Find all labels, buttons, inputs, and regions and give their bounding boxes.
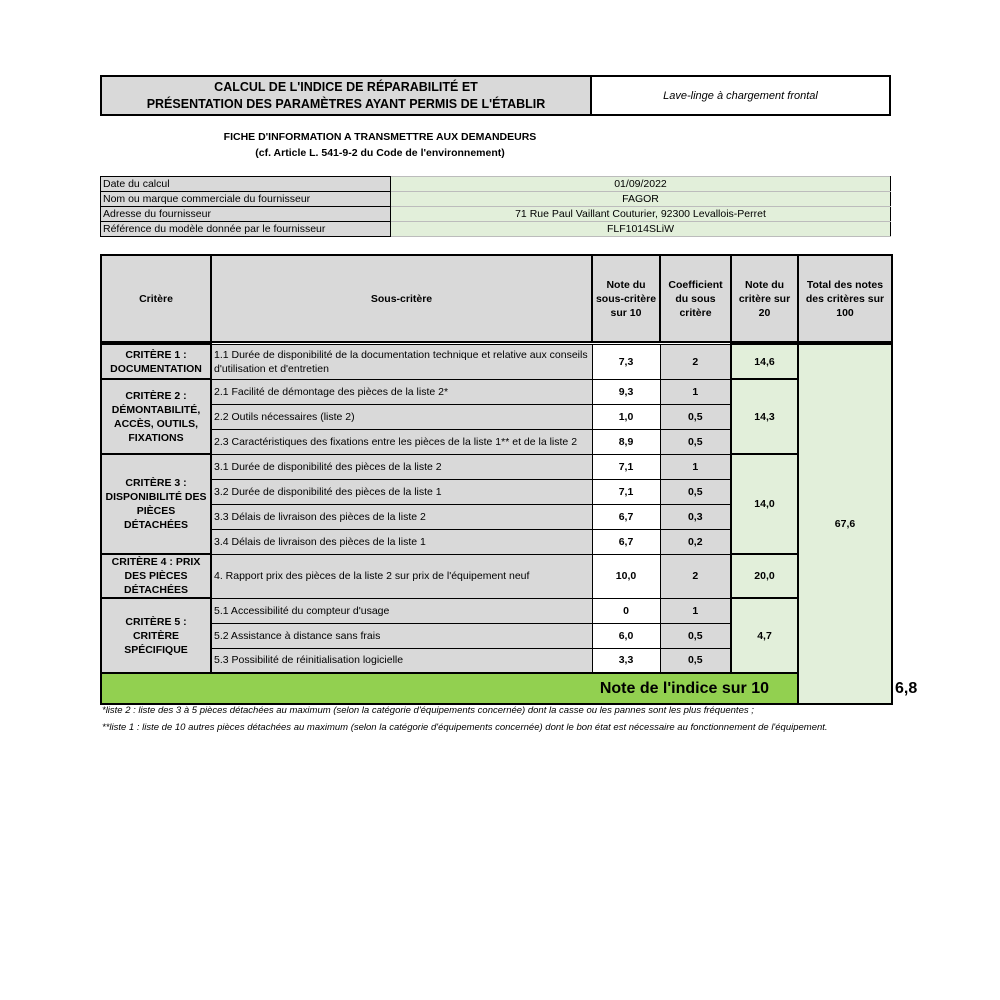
sub-criterion-note: 6,7 [592, 529, 660, 554]
sub-criterion-label: 5.3 Possibilité de réinitialisation logicielle [211, 648, 592, 673]
col-sous-critere: Sous-critère [211, 255, 592, 342]
table-header [101, 255, 892, 342]
sub-criterion-label: 3.3 Délais de livraison des pièces de la liste 2 [211, 504, 592, 529]
info-table [100, 176, 891, 237]
col-note-sous-critere: Note du sous-critère sur 10 [592, 255, 660, 342]
criterion-5-label: CRITÈRE 5 : CRITÈRE SPÉCIFIQUE [101, 598, 211, 673]
info-row [101, 207, 891, 222]
criterion-2-note: 14,3 [731, 379, 798, 454]
sub-criterion-note: 6,7 [592, 504, 660, 529]
sub-criterion-note: 1,0 [592, 404, 660, 429]
sub-criterion-label: 5.1 Accessibilité du compteur d'usage [211, 598, 592, 623]
criterion-3-note: 14,0 [731, 454, 798, 554]
subheader [100, 129, 660, 161]
info-value: 01/09/2022 [391, 177, 891, 192]
sub-criterion-label: 3.2 Durée de disponibilité des pièces de la liste 1 [211, 479, 592, 504]
final-score-label: Note de l'indice sur 10 [101, 673, 798, 704]
criterion-5-note: 4,7 [731, 598, 798, 673]
sub-criterion-note: 6,0 [592, 623, 660, 648]
sub-criterion-label: 3.4 Délais de livraison des pièces de la liste 1 [211, 529, 592, 554]
total-100: 67,6 [798, 344, 892, 704]
sub-criterion-coef: 0,3 [660, 504, 731, 529]
sub-criterion-coef: 0,5 [660, 648, 731, 673]
sub-criterion-coef: 0,5 [660, 479, 731, 504]
info-label: Adresse du fournisseur [101, 207, 391, 222]
info-value: FAGOR [391, 192, 891, 207]
sub-criterion-coef: 1 [660, 598, 731, 623]
info-label: Date du calcul [101, 177, 391, 192]
info-label: Nom ou marque commerciale du fournisseur [101, 192, 391, 207]
sub-criterion-coef: 0,2 [660, 529, 731, 554]
footnote-1: *liste 2 : liste des 3 à 5 pièces détachées au maximum (selon la catégorie d'équipements concernée) dont la casse ou les pannes sont les plus fréquentes ; [102, 705, 754, 716]
sub-criterion-label: 1.1 Durée de disponibilité de la documentation technique et relative aux conseils d'utilisation et d'entretien [211, 344, 592, 379]
score-table [100, 254, 918, 705]
sub-criterion-coef: 2 [660, 554, 731, 598]
info-row [101, 222, 891, 237]
footnotes [102, 702, 892, 736]
sub-criterion-note: 3,3 [592, 648, 660, 673]
criterion-3-label: CRITÈRE 3 : DISPONIBILITÉ DES PIÈCES DÉTACHÉES [101, 454, 211, 554]
col-total: Total des notes des critères sur 100 [798, 255, 892, 342]
criterion-4-label: CRITÈRE 4 : PRIX DES PIÈCES DÉTACHÉES [101, 554, 211, 598]
sub-criterion-label: 2.1 Facilité de démontage des pièces de la liste 2* [211, 379, 592, 404]
table-row [101, 598, 892, 623]
table-row [101, 379, 892, 404]
sub-criterion-note: 7,1 [592, 479, 660, 504]
sub-criterion-coef: 1 [660, 379, 731, 404]
title-line-2: PRÉSENTATION DES PARAMÈTRES AYANT PERMIS DE L'ÉTABLIR [146, 96, 546, 111]
sub-criterion-note: 7,1 [592, 454, 660, 479]
subheader-line-1: FICHE D'INFORMATION A TRANSMETTRE AUX DEMANDEURS [223, 131, 537, 143]
info-row [101, 177, 891, 192]
subheader-line-2: (cf. Article L. 541-9-2 du Code de l'environnement) [255, 147, 505, 159]
sub-criterion-note: 8,9 [592, 429, 660, 454]
col-critere: Critère [101, 255, 211, 342]
product-type: Lave-linge à chargement frontal [591, 75, 891, 116]
sub-criterion-note: 10,0 [592, 554, 660, 598]
criterion-4-note: 20,0 [731, 554, 798, 598]
sub-criterion-coef: 0,5 [660, 623, 731, 648]
title-box [100, 75, 592, 116]
sub-criterion-coef: 2 [660, 344, 731, 379]
sub-criterion-label: 5.2 Assistance à distance sans frais [211, 623, 592, 648]
criterion-1-note: 14,6 [731, 344, 798, 379]
title-line-1: CALCUL DE L'INDICE DE RÉPARABILITÉ ET [214, 79, 478, 94]
sub-criterion-note: 9,3 [592, 379, 660, 404]
criterion-2-label: CRITÈRE 2 : DÉMONTABILITÉ, ACCÈS, OUTILS, FIXATIONS [101, 379, 211, 454]
sub-criterion-coef: 0,5 [660, 404, 731, 429]
col-note-critere: Note du critère sur 20 [731, 255, 798, 342]
sub-criterion-label: 4. Rapport prix des pièces de la liste 2 sur prix de l'équipement neuf [211, 554, 592, 598]
info-row [101, 192, 891, 207]
sub-criterion-label: 2.3 Caractéristiques des fixations entre les pièces de la liste 1** et de la liste 2 [211, 429, 592, 454]
final-score-row: Note de l'indice sur 10 6,8 [101, 673, 892, 704]
sub-criterion-label: 2.2 Outils nécessaires (liste 2) [211, 404, 592, 429]
table-row [101, 344, 892, 379]
sub-criterion-coef: 0,5 [660, 429, 731, 454]
sub-criterion-note: 7,3 [592, 344, 660, 379]
sub-criterion-note: 0 [592, 598, 660, 623]
footnote-2: **liste 1 : liste de 10 autres pièces détachées au maximum (selon la catégorie d'équipements concernée) dont le bon état est nécessaire au fonctionnement de l'équipement. [102, 722, 828, 733]
sub-criterion-label: 3.1 Durée de disponibilité des pièces de la liste 2 [211, 454, 592, 479]
info-value: 71 Rue Paul Vaillant Couturier, 92300 Levallois-Perret [391, 207, 891, 222]
col-coefficient: Coefficient du sous critère [660, 255, 731, 342]
criterion-1-label: CRITÈRE 1 : DOCUMENTATION [101, 344, 211, 379]
sub-criterion-coef: 1 [660, 454, 731, 479]
table-row [101, 554, 892, 598]
info-label: Référence du modèle donnée par le fournisseur [101, 222, 391, 237]
info-value: FLF1014SLiW [391, 222, 891, 237]
table-row [101, 454, 892, 479]
